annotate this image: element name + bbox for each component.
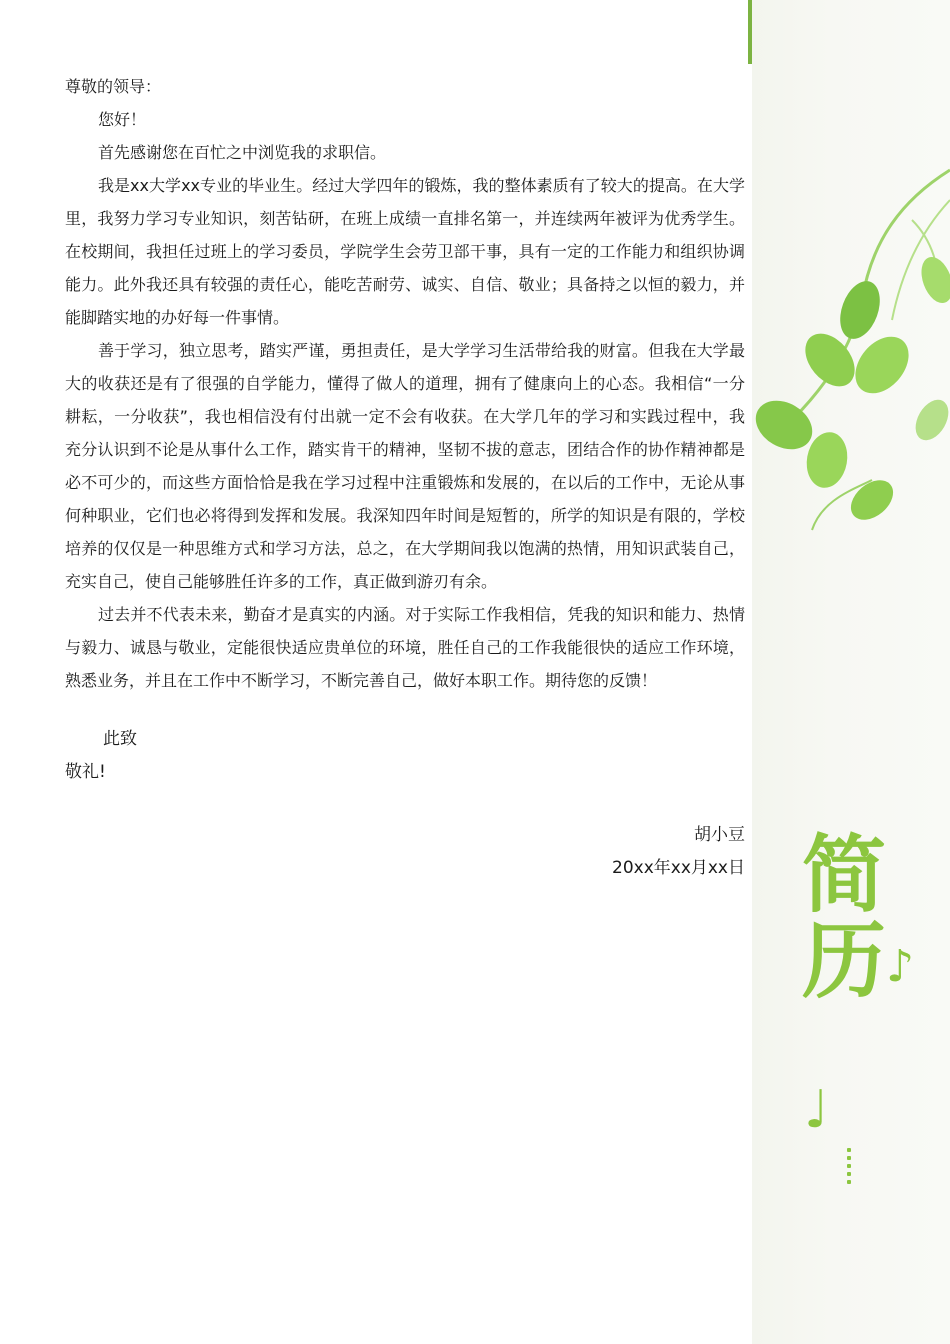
title-char-1: 简 — [802, 826, 887, 924]
closing-line-2: 敬礼! — [65, 762, 106, 782]
closing-line-1: 此致 — [103, 729, 137, 749]
leaf-branch-illustration — [752, 160, 950, 540]
resume-title — [802, 826, 922, 1010]
salutation: 尊敬的领导： — [65, 77, 162, 96]
accent-line — [748, 0, 752, 64]
letter-date: 20xx年xx月xx日 — [612, 858, 745, 878]
greeting: 您好！ — [98, 110, 147, 129]
dotted-line-decoration — [847, 1148, 852, 1188]
letter-paragraph: 善于学习，独立思考，踏实严谨，勇担责任，是大学学习生活带给我的财富。但我在大学最大的收获还是有了很强的自学能力，懂得了做人的道理，拥有了健康向上的心态。我相信“一分耕耘，一分收获”，我也相信没有付出就一定不会有收获。在大学几年的学习和实践过程中，我充分认识到不论是从事什么工作，踏实肯干的精神，坚韧不拔的意志，团结合作的协作精神都是必不可少的，而这些方面恰恰是我在学习过程中注重锻炼和发展的，在以后的工作中，无论从事何种职业，它们也必将得到发挥和发展。我深知四年时间是短暂的，所学的知识是有限的，学校培养的仅仅是一种思维方式和学习方法，总之，在大学期间我以饱满的热情，用知识武装自己，充实自己，使自己能够胜任许多的工作，真正做到游刃有余。 — [65, 341, 745, 591]
letter-paragraph: 过去并不代表未来，勤奋才是真实的内涵。对于实际工作我相信，凭我的知识和能力、热情与毅力、诚恳与敬业，定能很快适应贵单位的环境，胜任自己的工作我能很快的适应工作环境，熟悉业务，并且在工作中不断学习，不断完善自己，做好本职工作。期待您的反馈！ — [65, 605, 745, 690]
letter-paragraph: 首先感谢您在百忙之中浏览我的求职信。 — [98, 143, 387, 162]
cover-letter — [65, 70, 745, 885]
music-note-icon: ♪ — [886, 941, 915, 993]
letter-paragraph: 我是xx大学xx专业的毕业生。经过大学四年的锻炼，我的整体素质有了较大的提高。在大学里，我努力学习专业知识，刻苦钻研，在班上成绩一直排名第一，并连续两年被评为优秀学生。在校期间，我担任过班上的学习委员，学院学生会劳卫部干事，具有一定的工作能力和组织协调能力。此外我还具有较强的责任心，能吃苦耐劳、诚实、自信、敬业；具备持之以恒的毅力，并能脚踏实地的办好每一件事情。 — [65, 176, 745, 327]
signer-name: 胡小豆 — [694, 825, 745, 845]
quarter-note-icon: ♩ — [804, 1080, 829, 1140]
title-char-2: 历 — [802, 912, 887, 1010]
